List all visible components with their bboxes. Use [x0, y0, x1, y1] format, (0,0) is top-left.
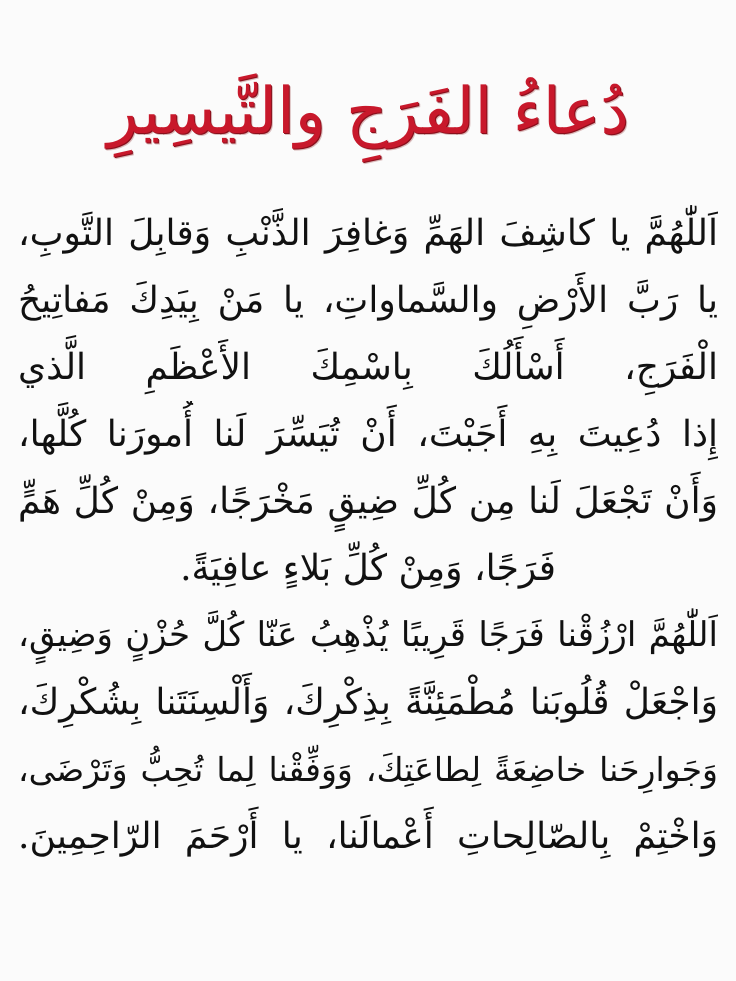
dua-line: اَللّٰهُمَّ ارْزُقْنا فَرَجًا قَرِيبًا يُذْهِبُ عَنّا كُلَّ حُزْنٍ وَضِيقٍ،	[18, 615, 718, 655]
dua-line: وَجَوارِحَنا خاضِعَةً لِطاعَتِكَ، وَوَفِّقْنا لِما تُحِبُّ وَتَرْضَى،	[18, 750, 718, 789]
dua-line: إِذا دُعِيتَ بِهِ أَجَبْتَ، أَنْ تُيَسِّرَ لَنا أُمورَنا كُلَّها،	[18, 414, 718, 455]
dua-line: يا رَبَّ الأَرْضِ والسَّماواتِ، يا مَنْ بِيَدِكَ مَفاتِيحُ	[18, 280, 718, 321]
dua-line: وَاجْعَلْ قُلُوبَنا مُطْمَئِنَّةً بِذِكْرِكَ، وَأَلْسِنَتَنا بِشُكْرِكَ،	[18, 682, 718, 723]
dua-line: وَأَنْ تَجْعَلَ لَنا مِن كُلِّ ضِيقٍ مَخْرَجًا، وَمِنْ كُلِّ هَمٍّ	[18, 481, 718, 522]
dua-line: فَرَجًا، وَمِنْ كُلِّ بَلاءٍ عافِيَةً.	[180, 548, 556, 589]
dua-line: وَاخْتِمْ بِالصّالِحاتِ أَعْمالَنا، يا أَرْحَمَ الرّاحِمِينَ.	[18, 816, 718, 857]
dua-line: اَللّٰهُمَّ يا كاشِفَ الهَمِّ وَغافِرَ الذَّنْبِ وَقابِلَ التَّوبِ،	[18, 213, 718, 254]
dua-line: الْفَرَجِ، أَسْأَلُكَ بِاسْمِكَ الأَعْظَمِ الَّذي	[18, 347, 718, 388]
dua-text	[18, 200, 718, 940]
page-title: دُعاءُ الفَرَجِ والتَّيسِيرِ	[107, 75, 629, 149]
